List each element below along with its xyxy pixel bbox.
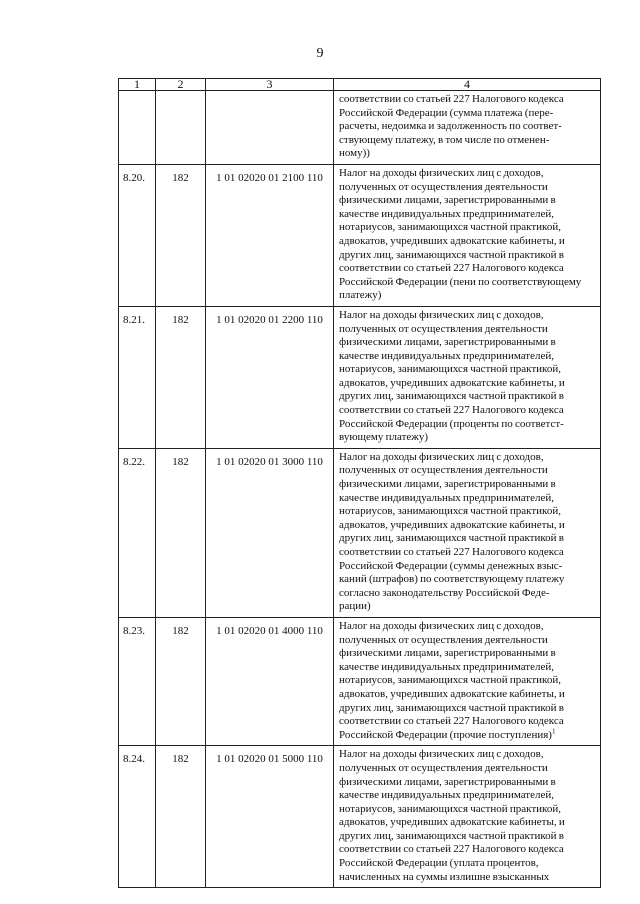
description-line-text: нотариусов, занимающихся частной практикой, — [339, 363, 561, 376]
description-line-text: адвокатов, учредивших адвокатские кабинеты, и — [339, 376, 565, 389]
budget-classification-code-cell: 1 01 02020 01 4000 110 — [206, 617, 334, 745]
description-line — [339, 208, 597, 222]
description-line-text: согласно законодательству Российской Феде- — [339, 586, 550, 599]
description-line-text: платежу) — [339, 289, 382, 302]
description-line — [339, 363, 597, 377]
description-line — [339, 235, 597, 249]
description-line-text: других лиц, занимающихся частной практикой в — [339, 701, 564, 714]
description-line — [339, 492, 597, 506]
description-line — [339, 776, 597, 790]
description-line-text: Налог на доходы физических лиц с доходов, — [339, 450, 544, 463]
description-line — [339, 789, 597, 803]
description-cell — [334, 91, 601, 165]
administrator-code-cell — [156, 91, 206, 165]
description-line — [339, 748, 597, 762]
description-line-text: Российской Федерации (сумма платежа (пере- — [339, 106, 554, 119]
description-line — [339, 120, 597, 134]
description-line-text: начисленных на суммы излишне взысканных — [339, 870, 550, 883]
budget-classification-code-cell: 1 01 02020 01 5000 110 — [206, 746, 334, 888]
administrator-code-cell: 182 — [156, 448, 206, 617]
description-line-text: других лиц, занимающихся частной практикой в — [339, 829, 564, 842]
administrator-code-cell: 182 — [156, 164, 206, 306]
description-line — [339, 661, 597, 675]
description-line — [339, 404, 597, 418]
description-line-text: качестве индивидуальных предпринимателей, — [339, 349, 555, 362]
description-line — [339, 816, 597, 830]
description-line — [339, 134, 597, 148]
description-line-text: нотариусов, занимающихся частной практикой, — [339, 674, 561, 687]
description-line — [339, 647, 597, 661]
description-line-text: полученных от осуществления деятельности — [339, 633, 548, 646]
budget-classification-code-cell: 1 01 02020 01 2100 110 — [206, 164, 334, 306]
description-line-text: физическими лицами, зарегистрированными в — [339, 194, 556, 207]
description-line — [339, 830, 597, 844]
description-line — [339, 431, 597, 445]
description-line — [339, 478, 597, 492]
description-line — [339, 803, 597, 817]
description-line-text: адвокатов, учредивших адвокатские кабинеты, и — [339, 816, 565, 829]
description-line — [339, 620, 597, 634]
description-line-text: Российской Федерации (проценты по соответст- — [339, 417, 564, 430]
description-line — [339, 729, 597, 743]
description-cell — [334, 617, 601, 745]
budget-classification-code-cell: 1 01 02020 01 2200 110 — [206, 306, 334, 448]
budget-codes-table — [118, 78, 601, 888]
description-line — [339, 107, 597, 121]
description-line-text: других лиц, занимающихся частной практикой в — [339, 532, 564, 545]
header-cell-1: 1 — [119, 79, 156, 91]
row-number-cell — [119, 91, 156, 165]
description-line-text: вующему платежу) — [339, 431, 429, 444]
description-line-text: других лиц, занимающихся частной практикой в — [339, 248, 564, 261]
description-line — [339, 221, 597, 235]
description-line — [339, 762, 597, 776]
description-line-text: Российской Федерации (суммы денежных взыс- — [339, 559, 563, 572]
description-line — [339, 309, 597, 323]
description-line-text: нотариусов, занимающихся частной практикой, — [339, 505, 561, 518]
description-line — [339, 390, 597, 404]
header-row — [119, 79, 601, 91]
description-line-text: адвокатов, учредивших адвокатские кабинеты, и — [339, 518, 565, 531]
description-line — [339, 262, 597, 276]
description-line — [339, 532, 597, 546]
description-line-text: физическими лицами, зарегистрированными в — [339, 478, 556, 491]
description-line — [339, 688, 597, 702]
description-line — [339, 843, 597, 857]
description-line — [339, 546, 597, 560]
description-line-text: нотариусов, занимающихся частной практикой, — [339, 221, 561, 234]
description-line — [339, 289, 597, 303]
description-line-text: Российской Федерации (пени по соответствующему — [339, 275, 582, 288]
description-line-text: полученных от осуществления деятельности — [339, 322, 548, 335]
description-line — [339, 93, 597, 107]
description-line-text: Налог на доходы физических лиц с доходов, — [339, 166, 544, 179]
description-line-text: адвокатов, учредивших адвокатские кабинеты, и — [339, 687, 565, 700]
description-line-text: соответствии со статьей 227 Налогового кодекса — [339, 546, 564, 558]
description-line-text: соответствии со статьей 227 Налогового кодекса — [339, 404, 564, 417]
table-row — [119, 164, 601, 306]
description-cell — [334, 164, 601, 306]
table-body — [119, 91, 601, 888]
description-cell — [334, 306, 601, 448]
header-cell-3: 3 — [206, 79, 334, 91]
table-row — [119, 746, 601, 888]
description-line — [339, 702, 597, 716]
description-line-text: соответствии со статьей 227 Налогового кодекса — [339, 715, 564, 728]
row-number-cell: 8.20. — [119, 164, 156, 306]
description-line-text: полученных от осуществления деятельности — [339, 464, 548, 477]
description-line — [339, 336, 597, 350]
description-line — [339, 464, 597, 478]
description-line — [339, 587, 597, 601]
table-row — [119, 617, 601, 745]
page-number: 9 — [316, 46, 324, 61]
description-line — [339, 505, 597, 519]
description-line — [339, 674, 597, 688]
description-line — [339, 249, 597, 263]
table-row — [119, 91, 601, 165]
description-line — [339, 451, 597, 465]
row-number-cell: 8.24. — [119, 746, 156, 888]
description-line — [339, 194, 597, 208]
description-line — [339, 350, 597, 364]
table-row — [119, 448, 601, 617]
description-line-text: соответствии со статьей 227 Налогового кодекса — [339, 93, 564, 105]
description-line — [339, 181, 597, 195]
description-line — [339, 323, 597, 337]
description-line-text: качестве индивидуальных предпринимателей, — [339, 207, 555, 220]
description-line — [339, 715, 597, 729]
description-line — [339, 857, 597, 871]
budget-classification-code-cell — [206, 91, 334, 165]
description-line-text: соответствии со статьей 227 Налогового кодекса — [339, 843, 564, 856]
header-cell-4: 4 — [334, 79, 601, 91]
description-line — [339, 276, 597, 290]
row-number-cell: 8.22. — [119, 448, 156, 617]
description-line-text: физическими лицами, зарегистрированными в — [339, 336, 556, 349]
description-line — [339, 167, 597, 181]
description-line-text: нотариусов, занимающихся частной практикой, — [339, 802, 561, 815]
description-line-text: полученных от осуществления деятельности — [339, 761, 548, 774]
description-line — [339, 634, 597, 648]
description-line-text: Российской Федерации (уплата процентов, — [339, 857, 539, 870]
description-cell — [334, 448, 601, 617]
description-line-text: ному)) — [339, 147, 370, 160]
description-line-text: соответствии со статьей 227 Налогового кодекса — [339, 262, 564, 275]
description-line-text: качестве индивидуальных предпринимателей, — [339, 660, 555, 673]
description-line — [339, 560, 597, 574]
description-line — [339, 519, 597, 533]
description-line-text: ствующему платежу, в том числе по отменен- — [339, 133, 550, 146]
description-line-text: расчеты, недоимка и задолженность по соответ- — [339, 120, 562, 133]
administrator-code-cell: 182 — [156, 746, 206, 888]
row-number-cell: 8.21. — [119, 306, 156, 448]
administrator-code-cell: 182 — [156, 306, 206, 448]
administrator-code-cell: 182 — [156, 617, 206, 745]
description-line-text: качестве индивидуальных предпринимателей, — [339, 491, 555, 504]
description-line-text: Российской Федерации (прочие поступления) — [339, 728, 552, 741]
footnote-marker: 1 — [551, 727, 556, 736]
description-line — [339, 600, 597, 614]
description-line — [339, 871, 597, 885]
description-line-text: Налог на доходы физических лиц с доходов, — [339, 308, 544, 321]
description-line — [339, 147, 597, 161]
description-line-text: физическими лицами, зарегистрированными в — [339, 647, 556, 660]
description-line — [339, 418, 597, 432]
budget-classification-code-cell: 1 01 02020 01 3000 110 — [206, 448, 334, 617]
description-line-text: других лиц, занимающихся частной практикой в — [339, 390, 564, 403]
row-number-cell: 8.23. — [119, 617, 156, 745]
description-line — [339, 377, 597, 391]
description-line-text: Налог на доходы физических лиц с доходов, — [339, 748, 544, 761]
description-line-text: Налог на доходы физических лиц с доходов, — [339, 619, 544, 632]
description-line-text: адвокатов, учредивших адвокатские кабинеты, и — [339, 234, 565, 247]
description-line-text: рации) — [339, 600, 371, 613]
table-row — [119, 306, 601, 448]
description-cell — [334, 746, 601, 888]
header-cell-2: 2 — [156, 79, 206, 91]
description-line — [339, 573, 597, 587]
description-line-text: полученных от осуществления деятельности — [339, 180, 548, 193]
description-line-text: физическими лицами, зарегистрированными в — [339, 775, 556, 788]
description-line-text: каний (штрафов) по соответствующему платежу — [339, 573, 565, 586]
description-line-text: качестве индивидуальных предпринимателей, — [339, 789, 555, 802]
